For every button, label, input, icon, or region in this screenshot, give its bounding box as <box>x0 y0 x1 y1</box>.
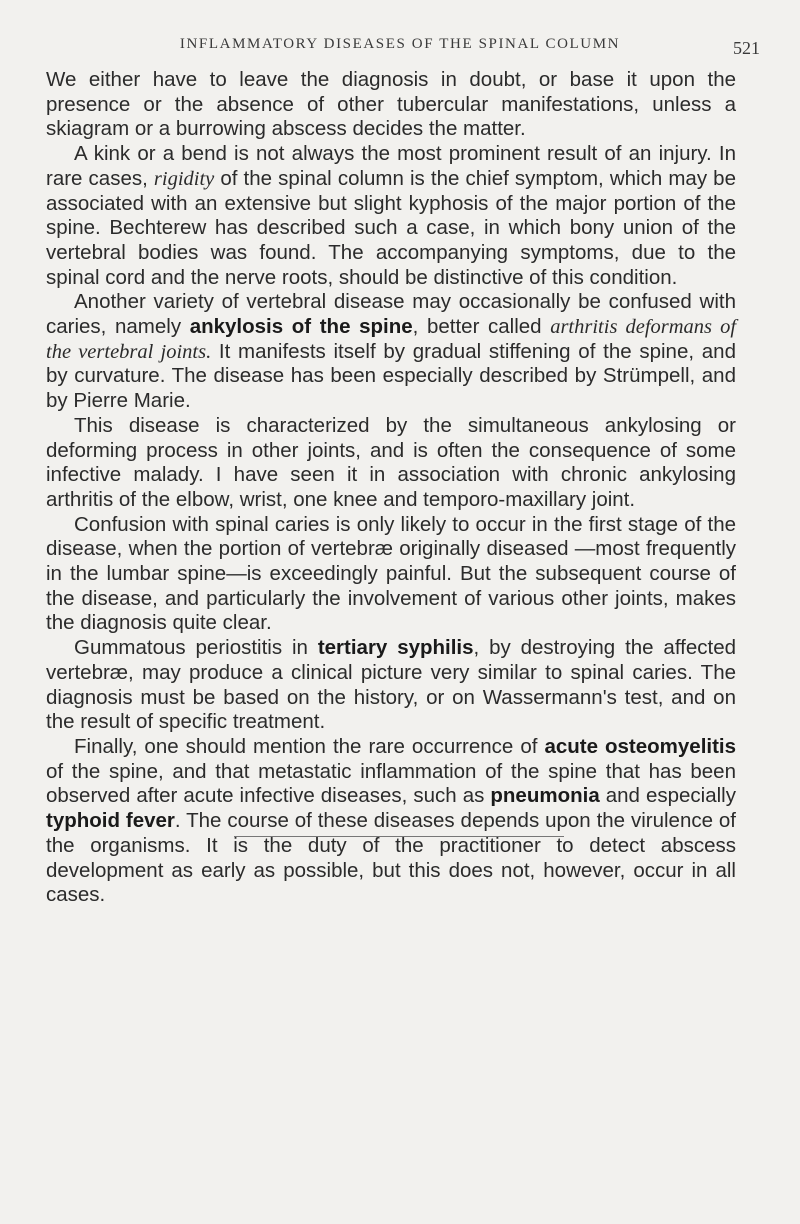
paragraph-text: A kink or a bend is not always the most prominent result of an injury. In rare cases, <box>46 142 736 190</box>
paragraph-text: This disease is characterized by the simultaneous ankylosing or deforming process in other joints, and is often the consequence of some infective malady. I have seen it in association with chronic ankylosing arthritis of the elbow, wrist, one knee and temporo-maxillary joint. <box>46 413 736 511</box>
bold-term-syphilis: tertiary syphilis <box>317 636 474 660</box>
paragraph-osteomyelitis <box>46 735 736 908</box>
paragraph-confusion <box>46 513 736 637</box>
paragraph-text: Gummatous periostitis in <box>74 636 318 660</box>
bold-term-ankylosis: ankylosis of the spine <box>189 315 413 339</box>
paragraph-text: It manifests itself by gradual stiffening of the spine, and by curvature. The disease has been especially described by Strümpell, and by Pierre Marie. <box>46 339 736 413</box>
paragraph-text: . The course of these diseases depends upon the virulence of the organisms. It is the duty of the practitioner to detect abscess development as early as possible, but this does not, however, occur in all cases. <box>46 809 736 907</box>
paragraph-text: and especially <box>599 784 736 808</box>
paragraph-text: , by destroying the affected vertebræ, may produce a clinical picture very similar to spinal caries. The diagnosis must be based on the history, or on Wassermann's test, and on the result of specific treatment. <box>46 636 737 734</box>
italic-term-rigidity: rigidity <box>153 167 215 190</box>
paragraph-rigidity <box>46 142 736 290</box>
bold-term-typhoid: typhoid fever <box>46 809 175 833</box>
paragraph-ankylosis <box>46 290 736 414</box>
section-divider <box>234 836 564 837</box>
paragraph-text: , better called <box>412 315 551 339</box>
paragraph-text: Another variety of vertebral disease may occasionally be confused with caries, namely <box>46 290 736 339</box>
paragraph-text: Finally, one should mention the rare occurrence of <box>74 734 545 758</box>
paragraph-characterization <box>46 414 736 513</box>
paragraph-text: of the spine, and that metastatic inflammation of the spine that has been observed after acute infective diseases, such as <box>46 759 736 808</box>
paragraph-text: of the spinal column is the chief symptom, which may be associated with an extensive but slight kyphosis of the major portion of the spine. Bechterew has described such a case, in which bony union of the vertebral bodies was found. The accompanying symptoms, due to the spinal cord and the nerve roots, should be distinctive of this condition. <box>46 166 736 289</box>
paragraph-syphilis <box>46 636 736 735</box>
paragraph-text: Confusion with spinal caries is only likely to occur in the first stage of the disease, when the portion of vertebræ originally diseased —most frequently in the lumbar spine—is exceedingly painful. But the subsequent course of the disease, and particularly the involvement of various other joints, makes the diagnosis quite clear. <box>46 512 736 635</box>
running-title: INFLAMMATORY DISEASES OF THE SPINAL COLUMN <box>179 36 621 52</box>
page-number: 521 <box>733 38 760 58</box>
body-text <box>46 68 736 908</box>
bold-term-osteomyelitis: acute osteomyelitis <box>544 734 737 758</box>
paragraph-continuation <box>46 68 736 142</box>
bold-term-pneumonia: pneumonia <box>490 784 600 808</box>
italic-term-arthritis-deformans: arthritis deformans of the vertebral joints. <box>46 316 737 363</box>
paragraph-text: We either have to leave the diagnosis in doubt, or base it upon the presence or the absence of other tubercular manifestations, unless a skiagram or a burrowing abscess decides the matter. <box>46 68 736 141</box>
